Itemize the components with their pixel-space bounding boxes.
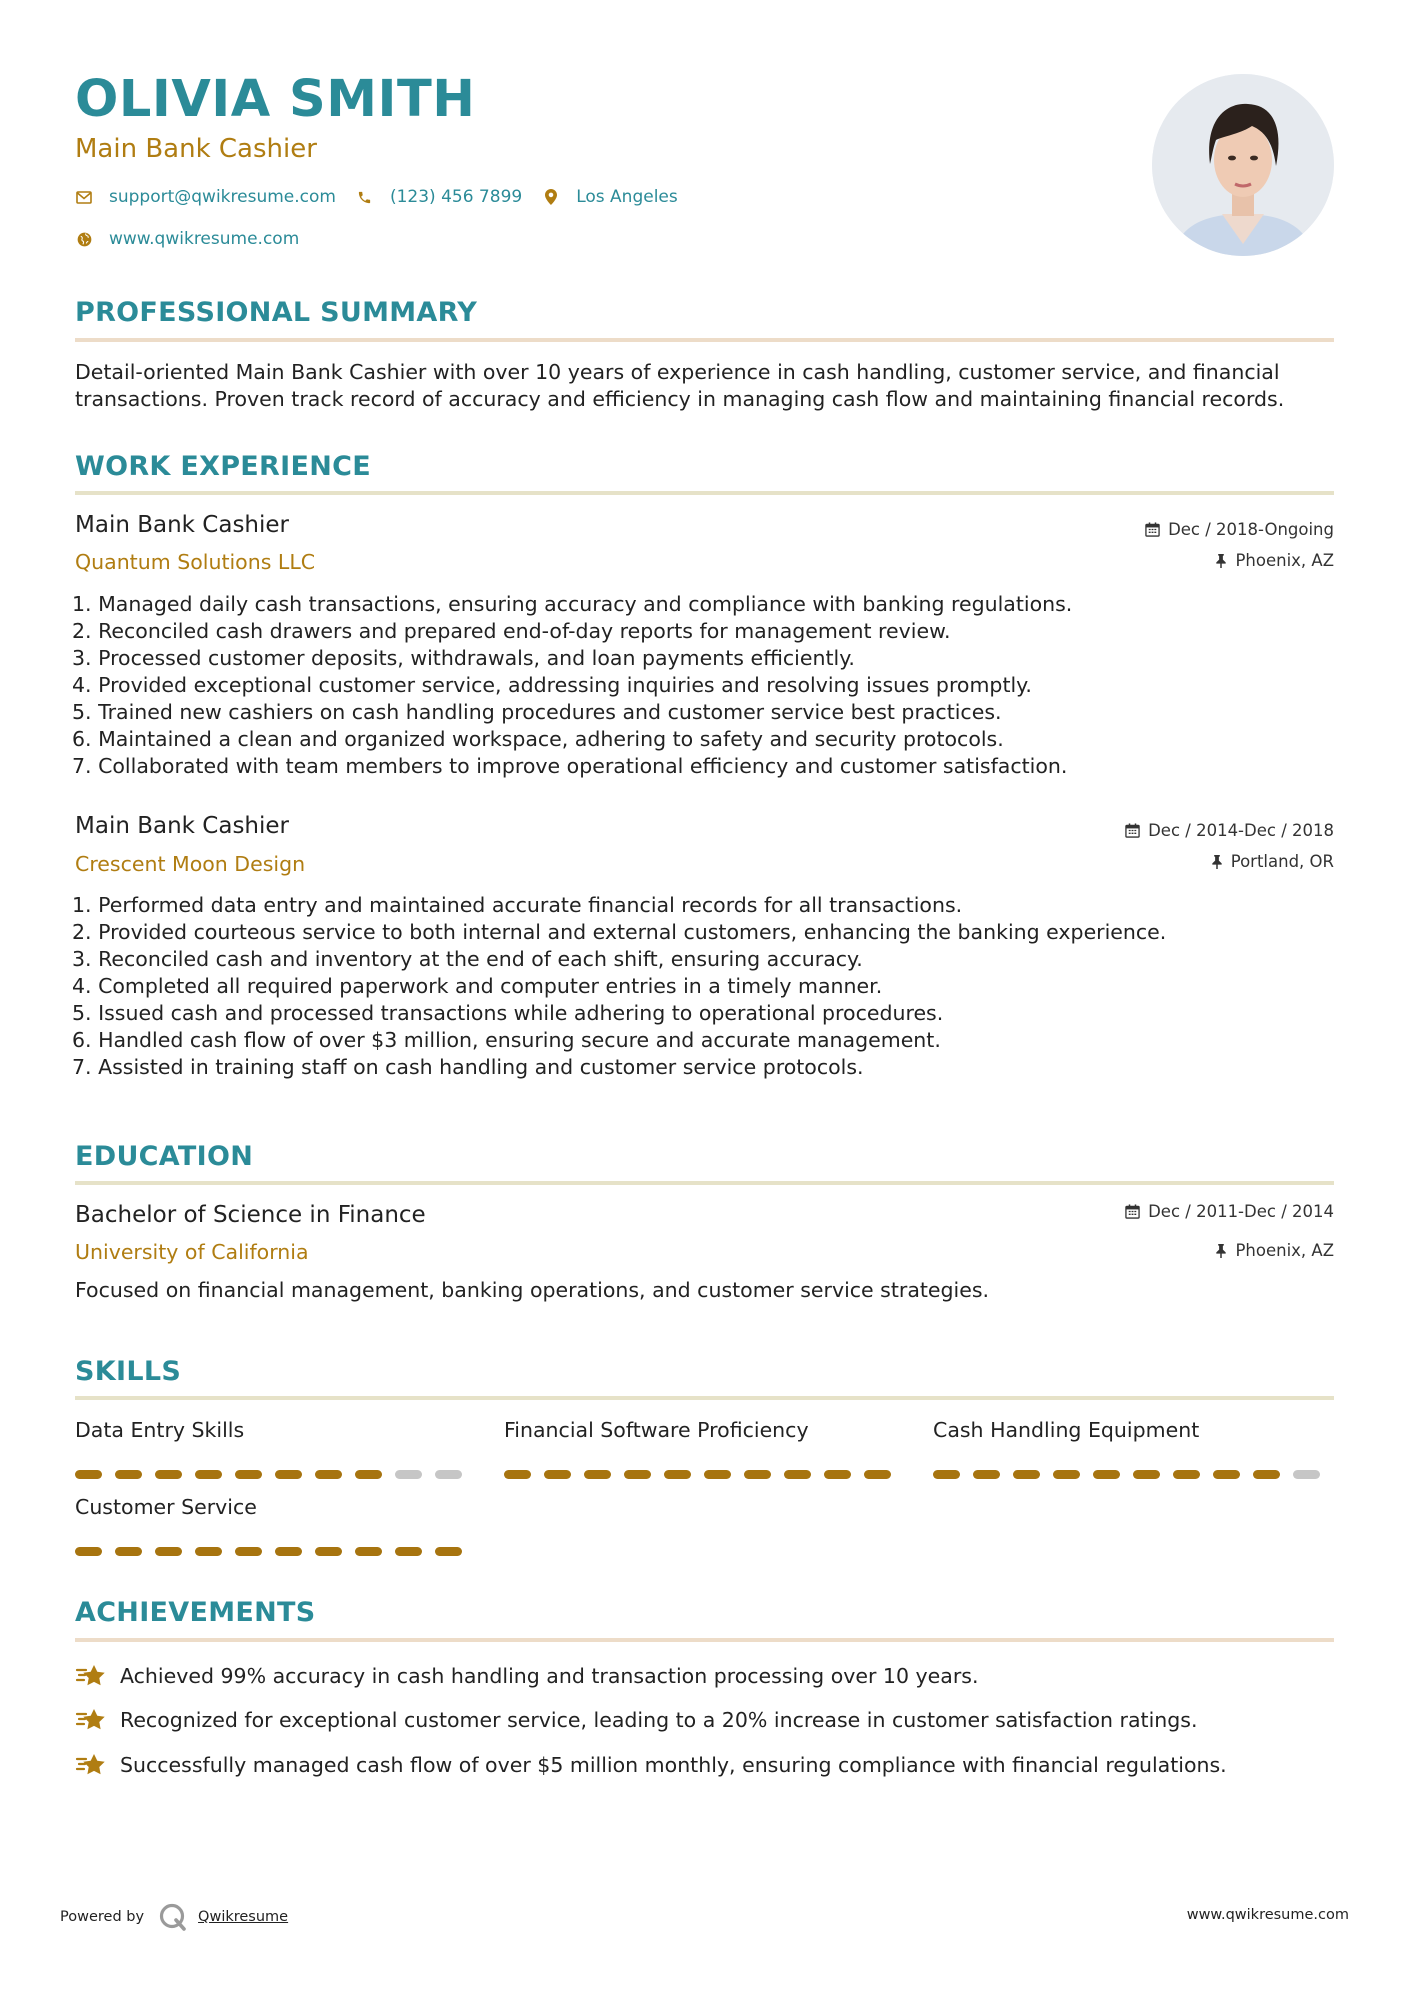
skill-dash-filled (315, 1470, 342, 1479)
job-dates (1125, 821, 1334, 840)
brand-link[interactable]: Qwikresume (198, 1909, 289, 1925)
skill-dash-filled (504, 1470, 531, 1479)
list-item: 1. Performed data entry and maintained accurate financial records for all transactions. (72, 893, 963, 917)
summary-text (75, 359, 1334, 413)
skill-dash-filled (1133, 1470, 1160, 1479)
footer-website-link[interactable]: www.qwikresume.com (1186, 1907, 1349, 1923)
globe-icon (75, 230, 93, 248)
skill-dash-empty (435, 1470, 462, 1479)
skill-dash-filled (235, 1470, 262, 1479)
skill-dash-filled (155, 1470, 182, 1479)
location-text: Phoenix, AZ (1235, 1241, 1334, 1260)
contact-location (542, 187, 678, 207)
dates-text: Dec / 2014-Dec / 2018 (1148, 821, 1334, 840)
email-text[interactable]: support@qwikresume.com (109, 187, 336, 207)
achievement-text: Achieved 99% accuracy in cash handling and transaction processing over 10 years. (120, 1664, 979, 1688)
list-item: 5. Issued cash and processed transactions while adhering to operational procedures. (72, 1001, 944, 1025)
job-location (1211, 852, 1334, 871)
list-item: 4. Provided exceptional customer service, addressing inquiries and resolving issues promptly. (72, 673, 1032, 697)
calendar-icon (1125, 1204, 1140, 1219)
footer-powered-by (60, 1902, 288, 1932)
section-title-experience: WORK EXPERIENCE (75, 451, 371, 482)
skill-dash-filled (824, 1470, 851, 1479)
skill-dash-filled (664, 1470, 691, 1479)
website-text[interactable]: www.qwikresume.com (109, 229, 300, 249)
skill-dash-filled (544, 1470, 571, 1479)
job-location (1215, 551, 1334, 570)
section-title-education: EDUCATION (75, 1141, 254, 1172)
school-name: University of California (75, 1240, 309, 1264)
list-item: 6. Handled cash flow of over $3 million, ensuring secure and accurate management. (72, 1028, 941, 1052)
skill-dash-filled (1173, 1470, 1200, 1479)
section-divider (75, 1181, 1334, 1185)
skill-name: Cash Handling Equipment (933, 1418, 1200, 1442)
contact-email[interactable] (75, 187, 336, 207)
skill-item (75, 1417, 475, 1479)
powered-by-text: Powered by (60, 1909, 145, 1925)
job-company: Quantum Solutions LLC (75, 550, 316, 574)
skill-dash-filled (973, 1470, 1000, 1479)
skill-dash-filled (584, 1470, 611, 1479)
skill-item (504, 1417, 904, 1479)
job-company: Crescent Moon Design (75, 852, 306, 876)
contact-phone[interactable] (356, 187, 522, 207)
achievement-text: Recognized for exceptional customer service, leading to a 20% increase in customer satisfaction ratings. (120, 1708, 1198, 1732)
list-item: 5. Trained new cashiers on cash handling procedures and customer service best practices. (72, 700, 1002, 724)
skill-name: Data Entry Skills (75, 1418, 245, 1442)
calendar-icon (1125, 823, 1140, 838)
job-title: Main Bank Cashier (75, 512, 290, 538)
section-divider (75, 1396, 1334, 1400)
list-item: 7. Collaborated with team members to improve operational efficiency and customer satisfaction. (72, 754, 1068, 778)
candidate-name: OLIVIA SMITH (75, 70, 476, 129)
skill-item (933, 1417, 1333, 1479)
skill-name: Financial Software Proficiency (504, 1418, 809, 1442)
skill-item (75, 1494, 475, 1556)
skill-dash-filled (355, 1470, 382, 1479)
list-item: 6. Maintained a clean and organized workspace, adhering to safety and security protocols. (72, 727, 1004, 751)
dates-text: Dec / 2011-Dec / 2014 (1148, 1202, 1334, 1221)
skill-dash-filled (1213, 1470, 1240, 1479)
section-title-summary: PROFESSIONAL SUMMARY (75, 297, 478, 328)
profile-photo (1152, 74, 1334, 256)
list-item: 4. Completed all required paperwork and computer entries in a timely manner. (72, 974, 883, 998)
education-location (1215, 1241, 1334, 1260)
list-item: 1. Managed daily cash transactions, ensuring accuracy and compliance with banking regulations. (72, 592, 1073, 616)
achievement-item (75, 1704, 1197, 1736)
list-item: 2. Reconciled cash drawers and prepared end-of-day reports for management review. (72, 619, 951, 643)
job-dates (1145, 520, 1334, 539)
skill-level-bar (75, 1547, 475, 1556)
skill-dash-filled (933, 1470, 960, 1479)
dates-text: Dec / 2018-Ongoing (1168, 520, 1334, 539)
pushpin-icon (1211, 854, 1223, 869)
skill-dash-filled (115, 1470, 142, 1479)
skill-dash-filled (75, 1547, 102, 1556)
skill-dash-filled (315, 1547, 342, 1556)
pushpin-icon (1215, 553, 1227, 568)
star-award-icon (75, 1660, 107, 1692)
skill-dash-filled (155, 1547, 182, 1556)
section-title-achievements: ACHIEVEMENTS (75, 1597, 316, 1628)
contact-row-website (75, 229, 319, 249)
skill-level-bar (75, 1470, 475, 1479)
contact-row (75, 187, 698, 207)
skill-dash-filled (75, 1470, 102, 1479)
skill-dash-filled (784, 1470, 811, 1479)
envelope-icon (75, 188, 93, 206)
phone-icon (356, 188, 374, 206)
list-item: 3. Processed customer deposits, withdrawals, and loan payments efficiently. (72, 646, 855, 670)
achievement-item (75, 1749, 1227, 1781)
achievement-item (75, 1660, 978, 1692)
skill-dash-filled (275, 1547, 302, 1556)
list-item: 2. Provided courteous service to both internal and external customers, enhancing the banking experience. (72, 920, 1167, 944)
skill-dash-filled (1253, 1470, 1280, 1479)
education-description: Focused on financial management, banking operations, and customer service strategies. (75, 1278, 990, 1302)
location-text: Portland, OR (1230, 852, 1334, 871)
skill-dash-filled (115, 1547, 142, 1556)
qwikresume-logo-icon (158, 1902, 188, 1932)
contact-website[interactable] (75, 229, 299, 249)
skill-name: Customer Service (75, 1495, 257, 1519)
skill-dash-filled (1013, 1470, 1040, 1479)
candidate-role: Main Bank Cashier (75, 134, 317, 164)
location-text: Phoenix, AZ (1235, 551, 1334, 570)
achievement-text: Successfully managed cash flow of over $5 million monthly, ensuring compliance with financial regulations. (120, 1753, 1227, 1777)
skill-dash-filled (435, 1547, 462, 1556)
section-title-skills: SKILLS (75, 1356, 182, 1387)
section-divider (75, 1638, 1334, 1642)
skill-dash-empty (1293, 1470, 1320, 1479)
map-pin-icon (542, 188, 560, 206)
skill-level-bar (933, 1470, 1333, 1479)
skill-dash-filled (195, 1547, 222, 1556)
phone-text[interactable]: (123) 456 7899 (389, 187, 523, 207)
skill-dash-filled (744, 1470, 771, 1479)
summary-line: transactions. Proven track record of accuracy and efficiency in managing cash flow and maintaining financial records. (75, 387, 1285, 411)
skill-dash-filled (704, 1470, 731, 1479)
calendar-icon (1145, 522, 1160, 537)
section-divider (75, 338, 1334, 342)
skill-dash-filled (235, 1547, 262, 1556)
skill-dash-filled (195, 1470, 222, 1479)
skill-level-bar (504, 1470, 904, 1479)
skill-dash-filled (275, 1470, 302, 1479)
job-title: Main Bank Cashier (75, 813, 290, 839)
degree-title: Bachelor of Science in Finance (75, 1202, 426, 1228)
list-item: 7. Assisted in training staff on cash handling and customer service protocols. (72, 1055, 864, 1079)
summary-line: Detail-oriented Main Bank Cashier with over 10 years of experience in cash handling, customer service, and financial (75, 360, 1280, 384)
pushpin-icon (1215, 1243, 1227, 1258)
job-duties-list (72, 591, 1332, 780)
job-duties-list (72, 892, 1332, 1081)
skill-dash-empty (395, 1470, 422, 1479)
skill-dash-filled (1053, 1470, 1080, 1479)
skill-dash-filled (355, 1547, 382, 1556)
skill-dash-filled (1093, 1470, 1120, 1479)
star-award-icon (75, 1749, 107, 1781)
education-dates (1125, 1202, 1334, 1221)
skill-dash-filled (624, 1470, 651, 1479)
location-text: Los Angeles (576, 187, 678, 207)
skill-dash-filled (864, 1470, 891, 1479)
star-award-icon (75, 1704, 107, 1736)
list-item: 3. Reconciled cash and inventory at the end of each shift, ensuring accuracy. (72, 947, 863, 971)
skill-dash-filled (395, 1547, 422, 1556)
section-divider (75, 491, 1334, 495)
